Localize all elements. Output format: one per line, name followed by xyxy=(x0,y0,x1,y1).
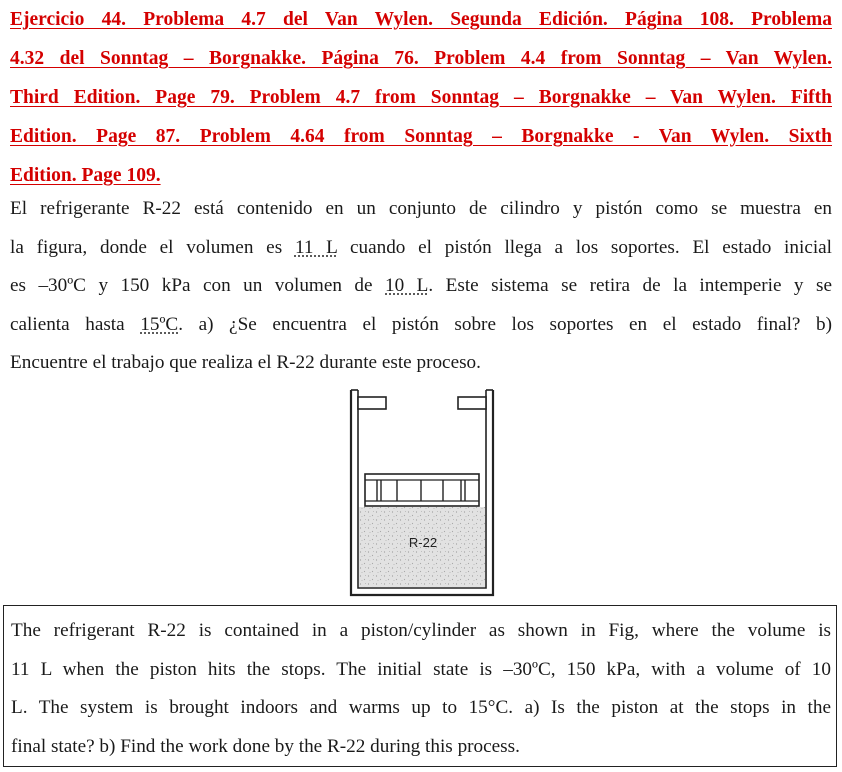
text-segment: es –30ºC y 150 kPa con un volumen de xyxy=(10,275,385,296)
text-segment: . a) ¿Se encuentra el pistón sobre los soportes en el estado final? b) xyxy=(178,313,833,335)
english-line: 11 L when the piston hits the stops. The initial state is –30ºC, 150 kPa, with a volume of 10 xyxy=(11,658,831,680)
spanish-line xyxy=(10,229,832,268)
piston-cylinder-diagram xyxy=(343,382,503,600)
spanish-line xyxy=(10,306,832,345)
text-segment: cuando el pistón llega a los soportes. El estado inicial xyxy=(337,236,833,258)
left-stop xyxy=(358,397,386,409)
text-segment: . Este sistema se retira de la intemperie y se xyxy=(428,275,832,296)
heading-line: 4.32 del Sonntag – Borgnakke. Página 76. Problem 4.4 from Sonntag – Van Wylen. xyxy=(10,48,832,69)
volume-initial-value: 10 L xyxy=(385,275,429,296)
english-line: L. The system is brought indoors and warms up to 15°C. a) Is the piston at the stops in the xyxy=(11,697,831,718)
volume-final-value: 11 L xyxy=(294,236,338,258)
text-segment: la figura, donde el volumen es xyxy=(10,236,295,258)
heading-line: Edition. Page 87. Problem 4.64 from Sonntag – Borgnakke - Van Wylen. Sixth xyxy=(10,126,832,147)
spanish-line xyxy=(10,267,832,306)
heading-line: Third Edition. Page 79. Problem 4.7 from Sonntag – Borgnakke – Van Wylen. Fifth xyxy=(10,87,832,108)
english-problem-statement xyxy=(11,612,831,766)
temperature-final-value: 15ºC xyxy=(140,313,179,335)
spanish-problem-statement xyxy=(10,190,832,383)
exercise-heading xyxy=(10,0,832,195)
spanish-line: El refrigerante R-22 está contenido en un conjunto de cilindro y pistón como se muestra en xyxy=(10,198,832,219)
piston xyxy=(365,474,479,506)
text-segment: calienta hasta xyxy=(10,313,141,335)
fluid-label: R-22 xyxy=(408,535,438,550)
heading-line: Ejercicio 44. Problema 4.7 del Van Wylen. Segunda Edición. Página 108. Problema xyxy=(10,9,832,30)
right-stop xyxy=(458,397,486,409)
english-line: final state? b) Find the work done by the R-22 during this process. xyxy=(11,735,520,757)
heading-line: Edition. Page 109. xyxy=(10,165,161,186)
english-line: The refrigerant R-22 is contained in a piston/cylinder as shown in Fig, where the volume is xyxy=(11,620,831,641)
english-problem-box xyxy=(3,605,837,767)
spanish-line: Encuentre el trabajo que realiza el R-22 durante este proceso. xyxy=(10,352,481,373)
piston-cylinder-figure xyxy=(343,382,503,600)
